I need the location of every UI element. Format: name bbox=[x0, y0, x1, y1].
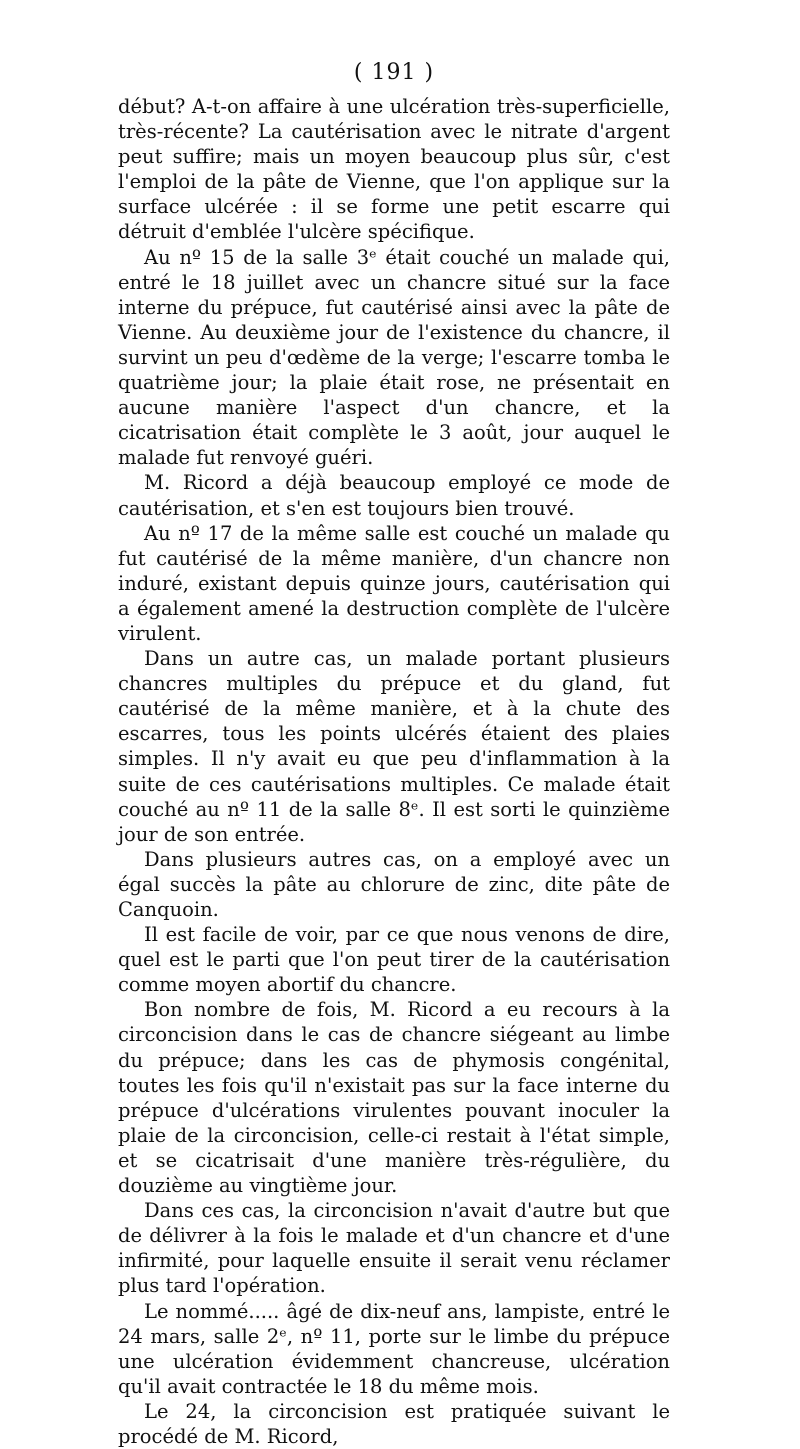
paragraph-10: Le nommé..... âgé de dix-neuf ans, lampiste, entré le 24 mars, salle 2ᵉ, nº 11, porte sur le limbe du prépuce une ulcération évidemment chancreuse, ulcération qu'il avait contractée le 18 du même mois. bbox=[118, 1299, 670, 1398]
paragraph-9: Dans ces cas, la circoncision n'avait d'autre but que de délivrer à la fois le malade et d'un chancre et d'une infirmité, pour laquelle ensuite il serait venu réclamer plus tard l'opération. bbox=[118, 1199, 670, 1298]
paragraph-5: Dans un autre cas, un malade portant plusieurs chancres multiples du prépuce et du gland, fut cautérisé de la même manière, et à la chute des escarres, tous les points ulcérés étaient des plaies simples. Il n'y avait eu que peu d'inflammation à la suite de ces cautérisations multiples. Ce malade était couché au nº 11 de la salle 8ᵉ. Il est sorti le quinzième jour de son entrée. bbox=[118, 647, 670, 846]
page-number: ( 191 ) bbox=[353, 60, 435, 85]
paragraph-8: Bon nombre de fois, M. Ricord a eu recours à la circoncision dans le cas de chancre siégeant au limbe du prépuce; dans les cas de phymosis congénital, toutes les fois qu'il n'existait pas sur la face interne du prépuce d'ulcérations virulentes pouvant inoculer la plaie de la circoncision, celle-ci restait à l'état simple, et se cicatrisait d'une manière très-régulière, du douzième au vingtième jour. bbox=[118, 998, 670, 1198]
paragraph-7: Il est facile de voir, par ce que nous venons de dire, quel est le parti que l'on peut tirer de la cautérisation comme moyen abortif du chancre. bbox=[118, 923, 670, 997]
paragraph-1: début? A-t-on affaire à une ulcération très-superficielle, très-récente? La cautérisation avec le nitrate d'argent peut suffire; mais un moyen beaucoup plus sûr, c'est l'emploi de la pâte de Vienne, que l'on applique sur la surface ulcérée : il se forme une petit escarre qui détruit d'emblée l'ulcère spécifique. bbox=[118, 95, 670, 244]
page-body bbox=[118, 94, 670, 1449]
paragraph-6: Dans plusieurs autres cas, on a employé avec un égal succès la pâte au chlorure de zinc, dite pâte de Canquoin. bbox=[118, 847, 670, 921]
paragraph-4: Au nº 17 de la même salle est couché un malade qu fut cautérisé de la même manière, d'un chancre non induré, existant depuis quinze jours, cautérisation qui a également amené la destruction complète de l'ulcère virulent. bbox=[118, 521, 670, 645]
paragraph-11: Le 24, la circoncision est pratiquée suivant le procédé de M. Ricord, bbox=[118, 1399, 670, 1448]
paragraph-2: Au nº 15 de la salle 3ᵉ était couché un malade qui, entré le 18 juillet avec un chancre situé sur la face interne du prépuce, fut cautérisé ainsi avec la pâte de Vienne. Au deuxième jour de l'existence du chancre, il survint un peu d'œdème de la verge; l'escarre tomba le quatrième jour; la plaie était rose, ne présentait en aucune manière l'aspect d'un chancre, et la cicatrisation était complète le 3 août, jour auquel le malade fut renvoyé guéri. bbox=[118, 245, 670, 470]
paragraph-3: M. Ricord a déjà beaucoup employé ce mode de cautérisation, et s'en est toujours bien trouvé. bbox=[118, 471, 670, 520]
